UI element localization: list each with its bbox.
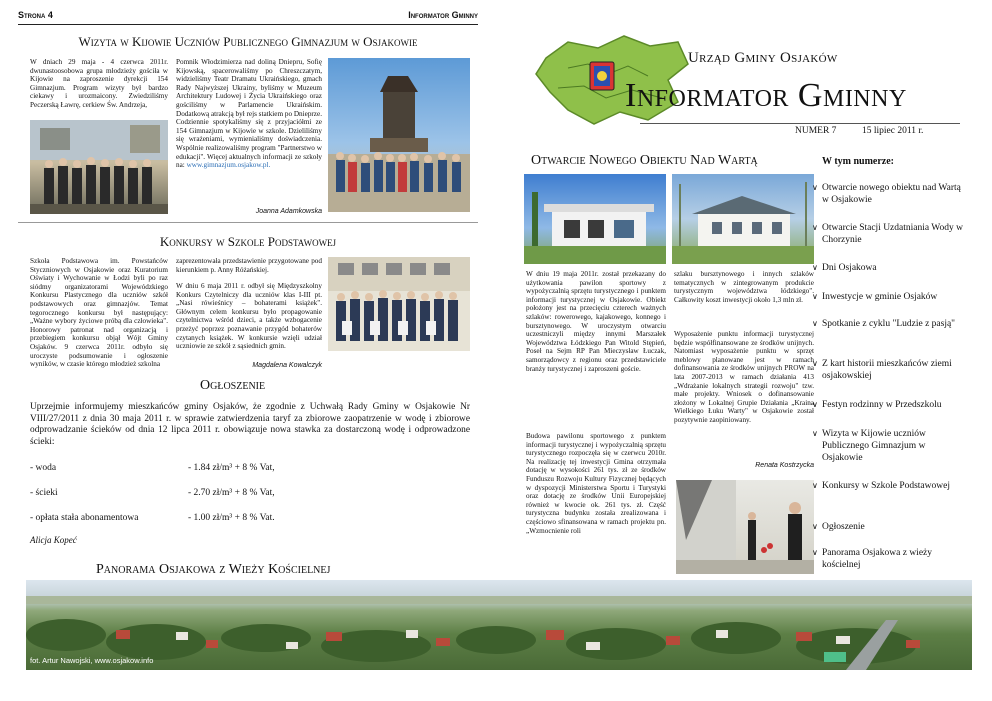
- konkursy-photo: [328, 257, 470, 351]
- fee-value-scieki: - 2.70 zł/m³ + 8 % Vat,: [188, 488, 275, 498]
- kijow-monument-illustration: [328, 58, 470, 212]
- issue-number: NUMER 7: [795, 126, 837, 136]
- toc-item-label: Z kart historii mieszkańców ziemi osjakowskiej: [822, 359, 952, 381]
- chevron-right-icon: ∨: [812, 481, 818, 490]
- chevron-right-icon: ∨: [812, 359, 818, 368]
- masthead-rule: [640, 123, 960, 124]
- kijow-group-illustration: [30, 120, 168, 214]
- fee-label-scieki: - ścieki: [30, 488, 58, 498]
- chevron-right-icon: ∨: [812, 522, 818, 531]
- warta-col1a: W dniu 19 maja 2011r. został przekazany do użytkowania pawilon sportowy z wypożyczalnią sprzętu turystycznego i punktem informacji turystycznej w Osjakowie. Obiekt położony jest na przecięciu czterech ważnych szlaków: rowerowego, kajakowego, konnego i bursztynowego. W uroczystym otwarciu uczestniczyli między innymi Marszałek Województwa Łódzkiego Pan Witold Stępień, Poseł na Sejm RP Pan Mieczysław Łuczak, samorządowcy z regionu oraz przedstawiciele branży turystycznej i zaproszeni goście.: [526, 270, 666, 373]
- toc-heading: W tym numerze:: [822, 156, 895, 167]
- konkursy-signature: Magdalena Kowalczyk: [252, 362, 322, 369]
- toc-item-10[interactable]: [812, 521, 967, 533]
- toc-item-label: Otwarcie Stacji Uzdatniania Wody w Chorzynie: [822, 223, 963, 245]
- section-rule-1: [18, 222, 478, 223]
- toc-item-label: Otwarcie nowego obiektu nad Wartą w Osjakowie: [822, 183, 961, 205]
- warta-title: Otwarcie Nowego Obiektu Nad Wartą: [531, 153, 758, 168]
- toc-item-label: Ogłoszenie: [822, 522, 865, 532]
- konkursy-illustration: [328, 257, 470, 351]
- toc-item-8[interactable]: [812, 428, 967, 464]
- chevron-right-icon: ∨: [812, 223, 818, 232]
- toc-item-3[interactable]: [812, 262, 967, 274]
- toc-item-2[interactable]: [812, 222, 967, 246]
- panorama-title: Panorama Osjakowa z Wieży Kościelnej: [96, 562, 331, 577]
- warta-col2a: szlaku bursztynowego i innych szlaków tematycznych w zintegrowanym produkcie turystycznym województwa łódzkiego". Całkowity koszt inwestycji około 1,3 mln zł.: [674, 270, 814, 304]
- chevron-right-icon: ∨: [812, 548, 818, 557]
- kijow-col2-text: Pomnik Włodzimierza nad doliną Dniepru, Sofię Kijowską, spacerowaliśmy po Chreszczatym, widzieliśmy Teatr Dramatu Ukraińskiego, gmach Rady Najwyższej Ukrainy, byliśmy w Muzeum Architektury Ludowej i Życia Ukraińskiego oraz gościliśmy w Parlamencie Ukraińskim. Dodatkową atrakcją był rejs statkiem po Dnieprze. Codziennie spotykaliśmy się z przyjaciółmi ze 154 Gimnazjum w Kijowie w szkole. Dzieliliśmy się wrażeniami, wymienialiśmy doświadczenia. Wspólnie realizowaliśmy program "Partnerstwo w edukacji". Więcej aktualnych informacji ze szkoły na:: [176, 58, 322, 170]
- toc-item-label: Wizyta w Kijowie uczniów Publicznego Gimnazjum w Osjakowie: [822, 429, 926, 463]
- konkursy-col2b: W dniu 6 maja 2011 r. odbył się Międzyszkolny Konkurs Czytelniczy dla uczniów klas I-III pt. „Nasi rówieśnicy – bohaterami książek". Głównym celem konkursu było propagowanie czytelnictwa wśród dzieci, a także wzbogacenie przeżyć poprzez poznawanie przygód bohaterów czytanych książek. W konkursie wzięli udział uczniowie ze szkół z sąsiednich gmin.: [176, 282, 322, 351]
- fee-value-abonament: - 1.00 zł/m³ + 8 % Vat.: [188, 513, 275, 523]
- kijow-col2: [176, 58, 322, 170]
- chevron-right-icon: ∨: [812, 292, 818, 301]
- running-head: Informator Gminny: [408, 10, 478, 20]
- kijow-signature: Joanna Adamkowska: [255, 208, 322, 215]
- panorama-photo: [26, 580, 972, 670]
- ogloszenie-signature: Alicja Kopeć: [30, 535, 77, 545]
- masthead-top: Urząd Gminy Osjaków: [688, 50, 838, 66]
- page-number: Strona 4: [18, 10, 53, 20]
- kijow-group-photo: [30, 120, 168, 214]
- toc-item-5[interactable]: [812, 318, 967, 330]
- toc-item-label: Festyn rodzinny w Przedszkolu: [822, 400, 942, 410]
- warta-signature: Renata Kostrzycka: [755, 462, 814, 469]
- opening-ceremony-illustration: [676, 480, 814, 574]
- fee-label-woda: - woda: [30, 463, 57, 473]
- toc-item-label: Konkursy w Szkole Podstawowej: [822, 481, 950, 491]
- kijow-title: Wizyta w Kijowie Uczniów Publicznego Gimnazjum w Osjakowie: [78, 34, 418, 49]
- konkursy-title: Konkursy w Szkole Podstawowej: [159, 234, 337, 249]
- toc-item-7[interactable]: [812, 399, 967, 411]
- pavilion-photo-1: [524, 174, 666, 264]
- pavilion-illustration-2: [672, 174, 814, 264]
- konkursy-col1: Szkoła Podstawowa im. Powstańców Styczniowych w Osjakowie oraz Kuratorium Oświaty i Wychowanie w Łodzi byli po raz siódmy organizatorami Wojewódzkiego Konkursu Plastycznego dla uczniów szkół podstawowych oraz gimnazjów. Temat tegorocznego konkursu był następujący: „Ważne wybory życiowe próbą dla człowieka". Honorowy patronat nad organizacją i przebiegiem konkursu objął Wójt Gminy Osjaków. 9 czerwca 2011r. odbyło się uroczyste podsumowanie i ogłoszenie wyników, w czasie którego młodzież szkolna: [30, 257, 168, 369]
- warta-col2b: Wyposażenie punktu informacji turystycznej będzie współfinansowane ze środków unijnych. Natomiast wyposażenie punktu w sprzęt meblowy planowane jest w ramach dofinansowania ze środków unijnych PROW na lata 2007-2013 w ramach działania 413 „Wdrażanie lokalnych strategii rozwoju" tzw. małe projekty. Wniosek o dofinansowanie złożony w Lokalnej Grupie Działania „Kraina Wielkiego Łuku Warty" w Osjakowie został pozytywnie zaopiniowany.: [674, 330, 814, 424]
- header-rule: [18, 24, 478, 25]
- pavilion-photo-2: [672, 174, 814, 264]
- toc-item-1[interactable]: [812, 182, 967, 206]
- toc-item-4[interactable]: [812, 291, 967, 303]
- fee-value-woda: - 1.84 zł/m³ + 8 % Vat,: [188, 463, 275, 473]
- toc-item-label: Panorama Osjakowa z wieży kościelnej: [822, 548, 933, 570]
- konkursy-col2a: zaprezentowała przedstawienie przygotowane pod kierunkiem p. Anny Różańskiej.: [176, 257, 322, 274]
- toc-item-6[interactable]: [812, 358, 967, 382]
- chevron-right-icon: ∨: [812, 263, 818, 272]
- panorama-illustration: [26, 580, 972, 670]
- toc-item-label: Inwestycje w gminie Osjaków: [822, 292, 938, 302]
- ogloszenie-title: Ogłoszenie: [200, 378, 266, 393]
- warta-col1b: Budowa pawilonu sportowego z punktem informacji turystycznej i wypożyczalnią sprzętu turystycznego rozpoczęła się w czerwcu 2010r. Na realizację tej inwestycji Gmina otrzymała dotację w wysokości 261 tys. zł ze środków Funduszu Rozwoju Kultury Fizycznej będących w dyspozycji Ministerstwa Sportu i Turystyki oraz dotację ze środków Unii Europejskiej również w kwocie ok. 261 tys. zł. Część turystyczna budynku została zrealizowana i częściowo sfinansowana w ramach projektu pn. „Wzmocnienie roli: [526, 432, 666, 535]
- kijow-col1: W dniach 29 maja - 4 czerwca 2011r. dwunastoosobowa grupa młodzieży gościła w Kijowie na zaproszenie dyrekcji 154 Gimnazjum. Program wizyty był bardzo ciekawy i urozmaicony. Zwiedziliśmy Peczerską Ławrę, cerkiew Św. Andrzeja,: [30, 58, 168, 109]
- ogloszenie-body: Uprzejmie informujemy mieszkańców gminy Osjaków, że zgodnie z Uchwałą Rady Gminy w Osjakowie Nr VIII/27/2011 z dnia 30 maja 2011 r. w sprawie zatwierdzenia taryf za zbiorowe zaopatrzenie w wodę i zbiorowe odprowadzanie ścieków od dnia 12 lipca 2011 r. obowiązuje nowa stawka za dostarczoną wodę i odprowadzone ścieki:: [30, 402, 470, 447]
- masthead-main: Informator Gminny: [625, 77, 907, 114]
- chevron-right-icon: ∨: [812, 319, 818, 328]
- toc-item-9[interactable]: [812, 480, 967, 492]
- chevron-right-icon: ∨: [812, 183, 818, 192]
- fee-label-abonament: - opłata stała abonamentowa: [30, 513, 139, 523]
- opening-ceremony-photo: [676, 480, 814, 574]
- chevron-right-icon: ∨: [812, 400, 818, 409]
- toc-item-label: Spotkanie z cyklu "Ludzie z pasją": [822, 319, 956, 329]
- kijow-monument-photo: [328, 58, 470, 212]
- panorama-credit: fot. Artur Nawojski, www.osjakow.info: [30, 656, 154, 665]
- toc-item-label: Dni Osjakowa: [822, 263, 877, 273]
- chevron-right-icon: ∨: [812, 429, 818, 438]
- gimnazjum-link[interactable]: www.gimnazjum.osjakow.pl.: [186, 161, 271, 170]
- pavilion-illustration-1: [524, 174, 666, 264]
- issue-date: 15 lipiec 2011 r.: [862, 126, 924, 136]
- toc-item-11[interactable]: [812, 547, 967, 571]
